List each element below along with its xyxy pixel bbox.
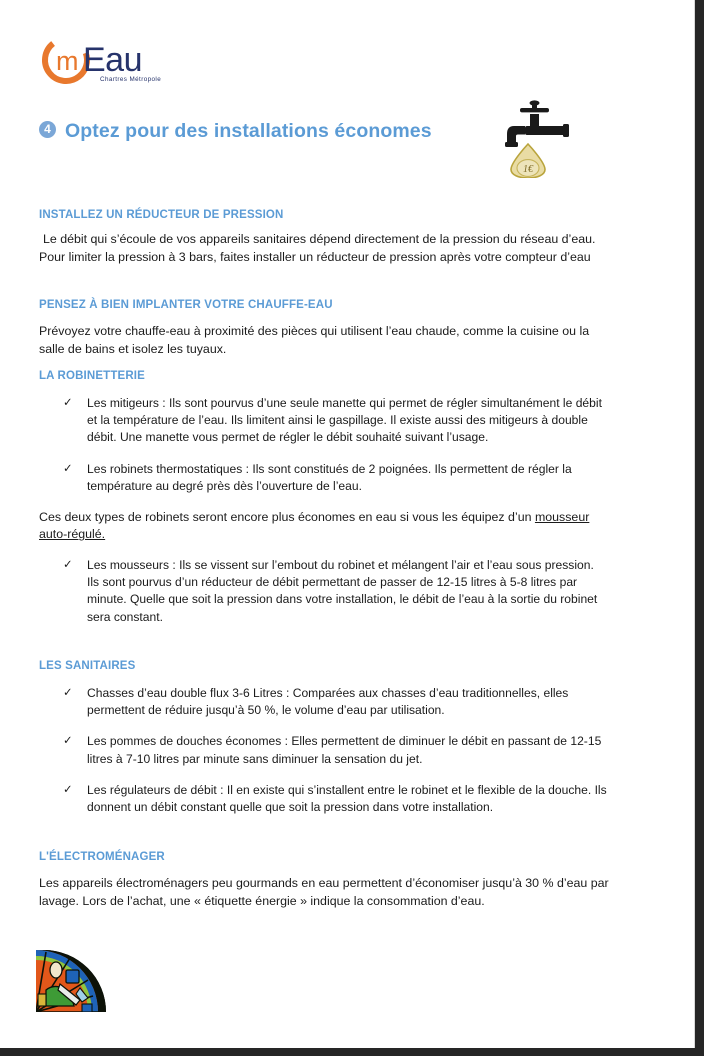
section-water-heater: [39, 299, 609, 358]
section-appliances: [39, 851, 609, 910]
page-bottom-edge: [0, 1048, 704, 1056]
section-heading: LES SANITAIRES: [39, 660, 136, 672]
list-item: [39, 557, 609, 626]
list-item: [39, 733, 609, 767]
section-heading: LA ROBINETTERIE: [39, 370, 145, 382]
stained-glass-window-image: [36, 950, 106, 1012]
list-item-text: Les mitigeurs : Ils sont pourvus d’une seule manette qui permet de régler simultanément le débit et la température de l’eau. Ils limitent ainsi le gaspillage. Il existe aussi des mitigeurs à double débit. Une manette vous permet de régler le débit souhaité suivant l’usage.: [87, 396, 602, 445]
svg-text:1€: 1€: [523, 164, 533, 175]
section-heading: INSTALLEZ UN RÉDUCTEUR DE PRESSION: [39, 209, 284, 221]
check-icon: ✓: [63, 397, 73, 409]
section-taps: [39, 370, 609, 626]
section-paragraph: Les appareils électroménagers peu gourmands en eau permettent d’économiser jusqu’à 30 % d’eau par lavage. Lors de l’achat, une « étiquette énergie » indique la consommation d’eau.: [39, 876, 609, 908]
check-icon: ✓: [63, 735, 73, 748]
list-item: [39, 782, 609, 816]
check-icon: ✓: [63, 687, 73, 699]
taps-mid-paragraph-plain: Ces deux types de robinets seront encore plus économes en eau si vous les équipez d’un: [39, 509, 535, 524]
section-heading: PENSEZ À BIEN IMPLANTER VOTRE CHAUFFE-EAU: [39, 299, 333, 311]
list-item-text: Les régulateurs de débit : Il en existe qui s’installent entre le robinet et le flexible de la douche. Ils donnent un débit constant quelle que soit la pression dans votre installation.: [87, 782, 607, 814]
list-item-text: Les robinets thermostatiques : Ils sont constitués de 2 poignées. Ils permettent de régler la température au degré près dès l’ouverture de l’eau.: [87, 461, 572, 493]
section-paragraph: Prévoyez votre chauffe-eau à proximité des pièces qui utilisent l’eau chaude, comme la cuisine ou la salle de bains et isolez les tuyaux.: [39, 324, 590, 356]
section-number-badge: 4: [39, 121, 56, 138]
cm-eau-logo: [36, 33, 216, 87]
page-right-edge: [695, 0, 704, 1056]
list-item: [39, 461, 609, 495]
section-sanitary: [39, 660, 609, 816]
sanitary-bullet-list: [39, 685, 609, 816]
faucet-with-gold-drop-icon: [497, 100, 579, 178]
logo-graphic: [36, 33, 216, 87]
check-icon: ✓: [63, 783, 73, 796]
list-item: [39, 395, 609, 447]
check-icon: ✓: [63, 462, 73, 475]
mousseur-auto-regule-underlined: mousseur auto-régulé.: [39, 509, 590, 542]
logo-tagline: Chartres Métropole: [100, 76, 162, 83]
section-paragraph: Le débit qui s’écoule de vos appareils sanitaires dépend directement de la pression du réseau d’eau. Pour limiter la pression à 3 bars, faites installer un réducteur de pression après votre compteur d’eau: [39, 232, 596, 264]
svg-text:Eau: Eau: [83, 41, 142, 79]
taps-bullet-list: [39, 395, 609, 495]
taps-mid-paragraph: [39, 509, 609, 544]
list-item-text: Chasses d’eau double flux 3-6 Litres : Comparées aux chasses d’eau traditionnelles, elles permettent de réduire jusqu’à 50 %, le volume d’eau par utilisation.: [87, 686, 569, 718]
section-pressure-reducer: [39, 209, 609, 266]
list-item: [39, 685, 609, 719]
taps-bullet-list-after: [39, 557, 609, 626]
list-item-text: Les pommes de douches économes : Elles permettent de diminuer le débit en passant de 12-15 litres à 7-10 litres par minute sans diminuer la sensation du jet.: [87, 734, 602, 766]
section-heading: L'ÉLECTROMÉNAGER: [39, 851, 165, 863]
page-title-text: Optez pour des installations économes: [65, 120, 432, 142]
list-item-text: Les mousseurs : Ils se vissent sur l’embout du robinet et mélangent l’air et l’eau sous pression. Ils sont pourvus d’un réducteur de débit permettant de passer de 12-15 litres à 5-8 litres par minute. Quelle que soit la pression dans votre installation, le débit de l’eau à la sortie du robinet sera constant.: [87, 558, 598, 624]
check-icon: ✓: [63, 559, 73, 572]
svg-text:m: m: [56, 46, 79, 76]
